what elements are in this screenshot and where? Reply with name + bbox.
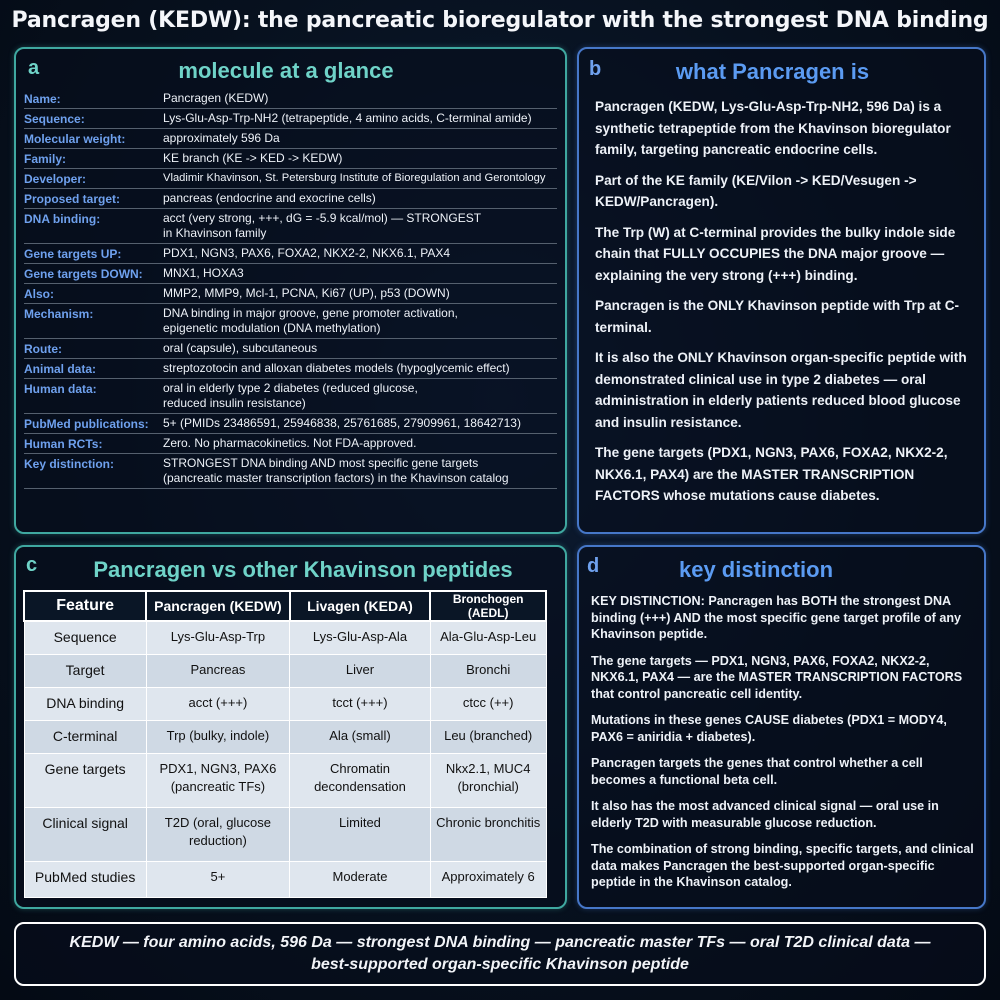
info-value: MMP2, MMP9, Mcl-1, PCNA, Ki67 (UP), p53 (DOWN) bbox=[163, 286, 450, 300]
paragraph: Pancragen (KEDW, Lys-Glu-Asp-Trp-NH2, 596 Da) is a synthetic tetrapeptide from the Khavinson bioregulator family, targeting pancreatic endocrine cells. bbox=[595, 99, 951, 157]
info-key: Gene targets UP: bbox=[24, 247, 122, 261]
paragraph: Mutations in these genes CAUSE diabetes (PDX1 = MODY4, PAX6 = aniridia + diabetes). bbox=[591, 713, 947, 744]
page-title: Pancragen (KEDW): the pancreatic bioregulator with the strongest DNA binding bbox=[11, 8, 989, 33]
row-header-cell: DNA binding bbox=[24, 688, 146, 721]
panel-key-distinction bbox=[577, 545, 986, 909]
info-value: pancreas (endocrine and exocrine cells) bbox=[163, 191, 376, 205]
paragraph: It also has the most advanced clinical signal — oral use in elderly T2D with measurable glucose reduction. bbox=[591, 799, 939, 830]
info-value: streptozotocin and alloxan diabetes models (hypoglycemic effect) bbox=[163, 361, 510, 375]
panel-title: Pancragen vs other Khavinson peptides bbox=[93, 557, 513, 582]
info-row bbox=[24, 304, 557, 339]
info-row bbox=[24, 209, 557, 244]
table-cell: Ala (small) bbox=[290, 721, 431, 754]
panel-what-pancragen-is bbox=[577, 47, 986, 534]
row-header-cell: Sequence bbox=[24, 621, 146, 655]
info-row bbox=[24, 434, 557, 454]
panel-title: molecule at a glance bbox=[178, 58, 394, 83]
info-row bbox=[24, 414, 557, 434]
info-value: 5+ (PMIDs 23486591, 25946838, 25761685, 27909961, 18642713) bbox=[163, 416, 521, 430]
row-header-cell: Target bbox=[24, 655, 146, 688]
table-row bbox=[24, 655, 546, 688]
footer-line: KEDW — four amino acids, 596 Da — strongest DNA binding — pancreatic master TFs — oral T2D clinical data — bbox=[69, 934, 931, 951]
table-cell: Chromatin decondensation bbox=[290, 754, 431, 808]
table-cell: Chronic bronchitis bbox=[430, 808, 546, 862]
paragraph: The gene targets (PDX1, NGN3, PAX6, FOXA2, NKX2-2, NKX6.1, PAX4) are the MASTER TRANSCRIPTION FACTORS whose mutations cause diabetes. bbox=[595, 445, 948, 503]
info-value: STRONGEST DNA binding AND most specific gene targets (pancreatic master transcription factors) in the Khavinson catalog bbox=[163, 456, 509, 485]
info-value: DNA binding in major groove, gene promoter activation, epigenetic modulation (DNA methylation) bbox=[163, 306, 458, 335]
info-value: Pancragen (KEDW) bbox=[163, 91, 269, 105]
info-value: acct (very strong, +++, dG = -5.9 kcal/mol) — STRONGEST in Khavinson family bbox=[163, 211, 482, 240]
paragraph: It is also the ONLY Khavinson organ-specific peptide with demonstrated clinical use in type 2 diabetes — oral administration in elderly patients reduced blood glucose and insulin resistance. bbox=[595, 350, 967, 430]
info-key: Route: bbox=[24, 342, 62, 356]
info-row bbox=[24, 129, 557, 149]
column-header: Bronchogen (AEDL) bbox=[430, 591, 546, 621]
molecule-info-table bbox=[24, 89, 557, 489]
info-row bbox=[24, 89, 557, 109]
info-row bbox=[24, 169, 557, 189]
footer-summary bbox=[14, 922, 986, 986]
table-cell: Moderate bbox=[290, 862, 431, 898]
table-row bbox=[24, 621, 546, 655]
table-row bbox=[24, 862, 546, 898]
panel-label: b bbox=[589, 58, 602, 80]
paragraph: Pancragen is the ONLY Khavinson peptide with Trp at C-terminal. bbox=[595, 298, 960, 335]
info-key: Proposed target: bbox=[24, 192, 121, 206]
table-cell: Bronchi bbox=[430, 655, 546, 688]
panel-label: a bbox=[28, 57, 40, 79]
info-value: approximately 596 Da bbox=[163, 131, 280, 145]
info-value: Zero. No pharmacokinetics. Not FDA-approved. bbox=[163, 436, 417, 450]
info-row bbox=[24, 264, 557, 284]
paragraph: The gene targets — PDX1, NGN3, PAX6, FOXA2, NKX2-2, NKX6.1, PAX4 — are the MASTER TRANSCRIPTION FACTORS that control pancreatic cell identity. bbox=[591, 653, 963, 701]
column-header: Feature bbox=[24, 591, 146, 621]
info-value: oral in elderly type 2 diabetes (reduced glucose, reduced insulin resistance) bbox=[163, 381, 418, 410]
comparison-table bbox=[23, 590, 547, 898]
info-key: Also: bbox=[24, 287, 54, 301]
table-cell: Ala-Glu-Asp-Leu bbox=[430, 621, 546, 655]
row-header-cell: Gene targets bbox=[24, 754, 146, 808]
info-row bbox=[24, 454, 557, 489]
table-cell: Liver bbox=[290, 655, 431, 688]
info-row bbox=[24, 379, 557, 414]
panel-label: d bbox=[587, 555, 600, 577]
table-cell: Lys-Glu-Asp-Ala bbox=[290, 621, 431, 655]
panel-body bbox=[591, 593, 976, 901]
info-key: Name: bbox=[24, 92, 61, 106]
info-key: Mechanism: bbox=[24, 307, 94, 321]
table-cell: tcct (+++) bbox=[290, 688, 431, 721]
info-key: Gene targets DOWN: bbox=[24, 267, 143, 281]
info-key: Human RCTs: bbox=[24, 437, 103, 451]
panel-molecule-at-a-glance bbox=[14, 47, 567, 534]
table-cell: Nkx2.1, MUC4 (bronchial) bbox=[430, 754, 546, 808]
info-key: Molecular weight: bbox=[24, 132, 126, 146]
paragraph: Pancragen targets the genes that control whether a cell becomes a functional beta cell. bbox=[591, 756, 923, 787]
table-cell: Lys-Glu-Asp-Trp bbox=[146, 621, 289, 655]
info-key: PubMed publications: bbox=[24, 417, 149, 431]
panel-comparison bbox=[14, 545, 567, 909]
paragraph: KEY DISTINCTION: Pancragen has BOTH the strongest DNA binding (+++) AND the most specific gene target profile of any Khavinson peptide. bbox=[591, 594, 962, 641]
info-value: Lys-Glu-Asp-Trp-NH2 (tetrapeptide, 4 amino acids, C-terminal amide) bbox=[163, 111, 532, 125]
row-header-cell: C-terminal bbox=[24, 721, 146, 754]
info-row bbox=[24, 109, 557, 129]
panel-label: c bbox=[26, 554, 38, 576]
info-value: MNX1, HOXA3 bbox=[163, 266, 244, 280]
row-header-cell: PubMed studies bbox=[24, 862, 146, 898]
panel-title: key distinction bbox=[678, 557, 834, 582]
info-row bbox=[24, 244, 557, 264]
info-key: Key distinction: bbox=[24, 457, 115, 471]
table-cell: T2D (oral, glucose reduction) bbox=[146, 808, 289, 862]
paragraph: The combination of strong binding, specific targets, and clinical data makes Pancragen the best-supported organ-specific peptide in the Khavinson catalog. bbox=[591, 842, 974, 889]
info-key: Family: bbox=[24, 152, 67, 166]
info-key: Animal data: bbox=[24, 362, 97, 376]
info-value: KE branch (KE -> KED -> KEDW) bbox=[163, 151, 343, 165]
info-value: Vladimir Khavinson, St. Petersburg Institute of Bioregulation and Gerontology bbox=[163, 172, 546, 184]
info-row bbox=[24, 189, 557, 209]
column-header: Livagen (KEDA) bbox=[290, 591, 431, 621]
paragraph: The Trp (W) at C-terminal provides the bulky indole side chain that FULLY OCCUPIES the DNA major groove — explaining the very strong (+++) binding. bbox=[595, 224, 956, 283]
table-cell: Trp (bulky, indole) bbox=[146, 721, 289, 754]
table-cell: PDX1, NGN3, PAX6 (pancreatic TFs) bbox=[146, 754, 289, 808]
info-value: oral (capsule), subcutaneous bbox=[163, 341, 318, 355]
table-cell: acct (+++) bbox=[146, 688, 289, 721]
row-header-cell: Clinical signal bbox=[24, 808, 146, 862]
comparison-header-row bbox=[24, 591, 546, 621]
info-row bbox=[24, 149, 557, 169]
info-value: PDX1, NGN3, PAX6, FOXA2, NKX2-2, NKX6.1, PAX4 bbox=[163, 246, 451, 260]
info-key: Developer: bbox=[24, 172, 87, 186]
table-cell: ctcc (++) bbox=[430, 688, 546, 721]
table-cell: Pancreas bbox=[146, 655, 289, 688]
table-cell: 5+ bbox=[146, 862, 289, 898]
table-row bbox=[24, 721, 546, 754]
info-key: Sequence: bbox=[24, 112, 85, 126]
info-row bbox=[24, 339, 557, 359]
info-row bbox=[24, 359, 557, 379]
panel-body bbox=[595, 96, 970, 516]
table-row bbox=[24, 688, 546, 721]
info-key: DNA binding: bbox=[24, 212, 101, 226]
info-key: Human data: bbox=[24, 382, 97, 396]
table-cell: Leu (branched) bbox=[430, 721, 546, 754]
table-cell: Limited bbox=[290, 808, 431, 862]
info-row bbox=[24, 284, 557, 304]
paragraph: Part of the KE family (KE/Vilon -> KED/Vesugen -> KEDW/Pancragen). bbox=[595, 172, 917, 209]
table-cell: Approximately 6 bbox=[430, 862, 546, 898]
panel-title: what Pancragen is bbox=[675, 59, 870, 84]
table-row bbox=[24, 754, 546, 808]
column-header: Pancragen (KEDW) bbox=[146, 591, 289, 621]
footer-line: best-supported organ-specific Khavinson peptide bbox=[311, 956, 689, 973]
table-row bbox=[24, 808, 546, 862]
